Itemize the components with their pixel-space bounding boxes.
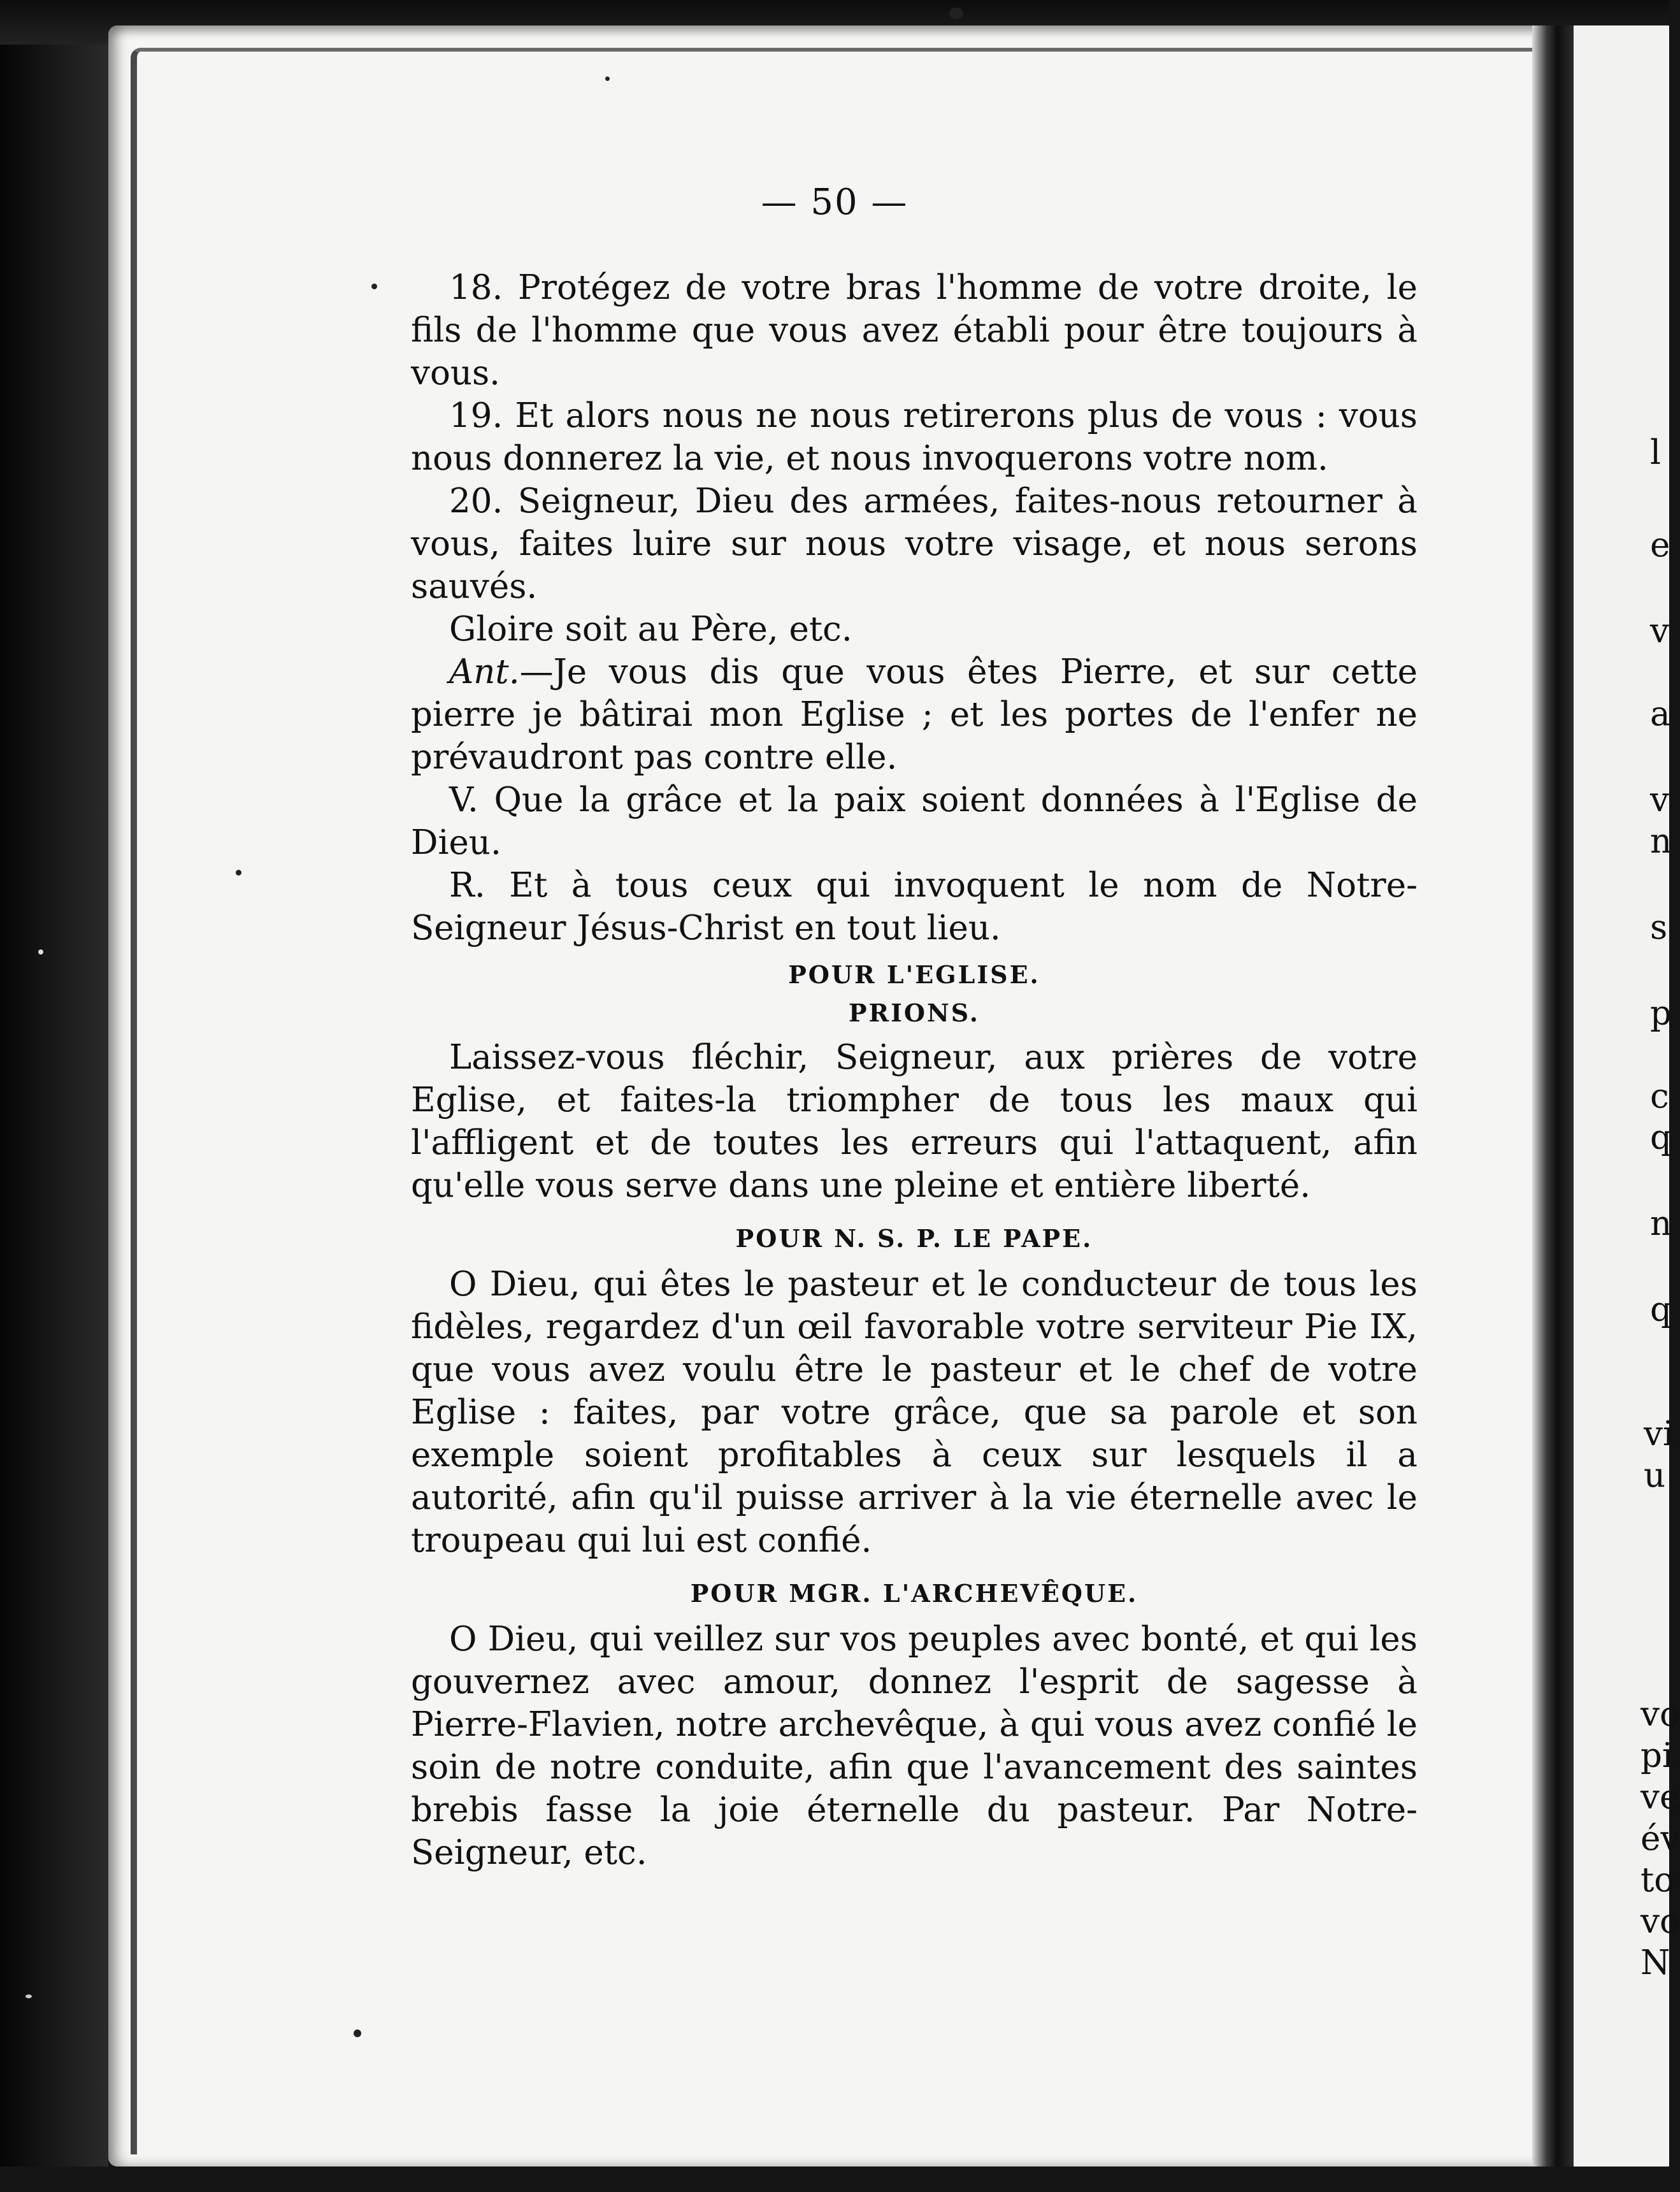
facing-page-fragment: l (1650, 433, 1661, 472)
antiphon (411, 651, 1418, 779)
facing-page-fragment: p (1650, 994, 1672, 1033)
facing-page-fragment: u (1644, 1456, 1666, 1495)
versicle: V. Que la grâce et la paix soient données à l'Eglise de Dieu. (411, 781, 1418, 862)
page-number: — 50 — (761, 182, 908, 223)
facing-page-fragment: ve (1641, 1778, 1680, 1817)
facing-page-fragment: n (1650, 1204, 1672, 1243)
heading-pour-leglise: POUR L'EGLISE. (788, 960, 1040, 989)
prayer-for-church: Laissez-vous fléchir, Seigneur, aux prières de votre Eglise, et faites-la triompher de tous les maux qui l'affligent et de toutes les erreurs qui l'attaquent, afin qu'elle vous serve dans une pleine et entière liberté. (411, 1038, 1418, 1205)
facing-page (1574, 25, 1680, 2167)
heading-pour-archeveque: POUR MGR. L'ARCHEVÊQUE. (690, 1579, 1138, 1608)
antiphon-label: Ant. (449, 653, 520, 691)
facing-page-fragment: vi (1644, 1415, 1674, 1453)
facing-page-fragment: c (1650, 1077, 1669, 1116)
heading-prions: PRIONS. (848, 999, 980, 1027)
facing-page-fragment: vo (1641, 1902, 1680, 1941)
verse-19: 19. Et alors nous ne nous retirerons plus de vous : vous nous donnerez la vie, et nous invoquerons votre nom. (411, 396, 1418, 478)
response: R. Et à tous ceux qui invoquent le nom de Notre-Seigneur Jésus-Christ en tout lieu. (411, 866, 1418, 948)
facing-page-fragment: e (1650, 526, 1670, 565)
facing-page-fragment: s (1650, 908, 1668, 947)
facing-page-fragment: vo (1641, 1695, 1680, 1734)
prayer-for-pope: O Dieu, qui êtes le pasteur et le conducteur de tous les fidèles, regardez d'un œil favorable votre serviteur Pie IX, que vous avez voulu être le pasteur et le chef de votre Eglise : faites, par votre grâce, que sa parole et son exemple soient profitables à ceux sur lesquels il a autorité, afin qu'il puisse arriver à la vie éternelle avec le troupeau qui lui est confié. (411, 1265, 1418, 1560)
facing-page-fragment: év (1641, 1819, 1680, 1858)
page-body (411, 266, 1418, 1874)
book-gutter (1532, 25, 1574, 2167)
facing-page-fragment: N (1641, 1943, 1670, 1982)
verse-20: 20. Seigneur, Dieu des armées, faites-nous retourner à vous, faites luire sur nous votre visage, et nous serons sauvés. (411, 482, 1418, 606)
prayer-for-archbishop: O Dieu, qui veillez sur vos peuples avec bonté, et qui les gouvernez avec amour, donnez l'esprit de sagesse à Pierre-Flavien, notre archevêque, à qui vous avez confié le soin de notre conduite, afin que l'avancement des saintes brebis fasse la joie éternelle du pasteur. Par Notre-Seigneur, etc. (411, 1620, 1418, 1872)
facing-page-fragment: v (1650, 781, 1669, 819)
facing-page-fragment: pi (1641, 1736, 1673, 1775)
bottom-scan-margin (0, 2167, 1669, 2192)
facing-page-fragment: q (1650, 1118, 1672, 1157)
heading-pour-le-pape: POUR N. S. P. LE PAPE. (735, 1224, 1093, 1253)
facing-page-fragment: to (1641, 1861, 1675, 1900)
facing-page-fragment: n (1650, 822, 1672, 861)
verse-18: 18. Protégez de votre bras l'homme de votre droite, le fils de l'homme que vous avez établi pour être toujours à vous. (411, 268, 1418, 393)
facing-page-fragment: a (1650, 695, 1670, 733)
facing-page-fragment: v (1650, 612, 1669, 651)
facing-page-fragment: q (1650, 1290, 1672, 1329)
left-scan-margin (0, 0, 108, 2192)
gloria: Gloire soit au Père, etc. (449, 610, 852, 649)
antiphon-text: —Je vous dis que vous êtes Pierre, et sur cette pierre je bâtirai mon Eglise ; et les portes de l'enfer ne prévaudront pas contre elle. (411, 653, 1418, 777)
